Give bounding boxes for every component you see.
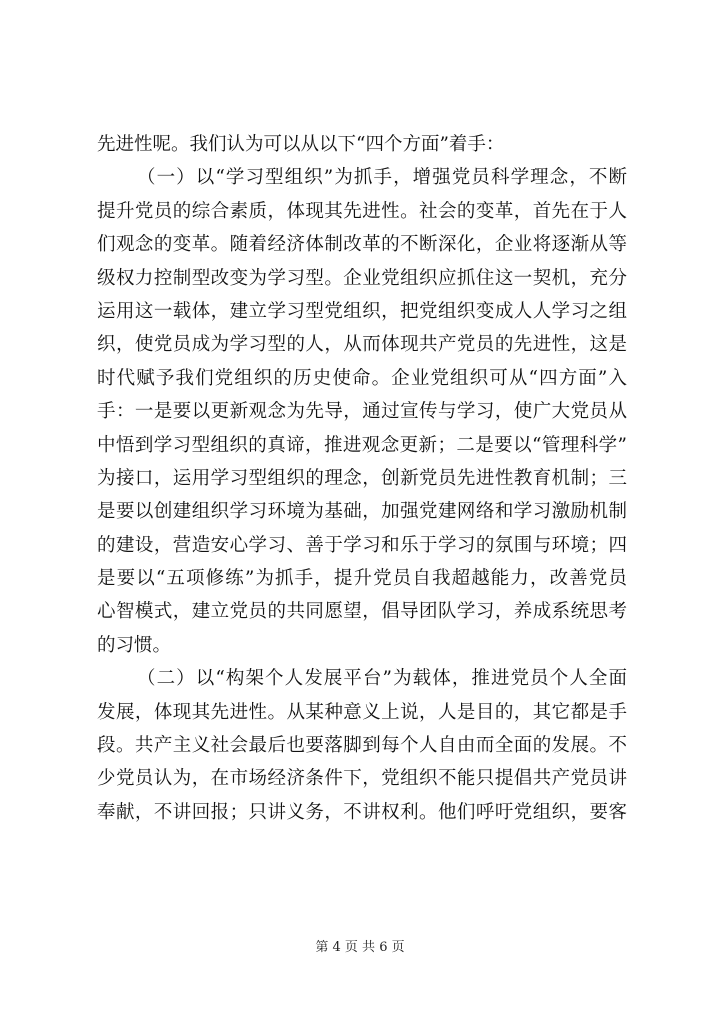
text-line: 奉献，不讲回报；只讲义务，不讲权利。他们呼吁党组织，要客 (97, 801, 627, 823)
text-line: 的习惯。 (97, 634, 172, 656)
text-line: 的建设，营造安心学习、善于学习和乐于学习的氛围与环境；四 (97, 534, 627, 556)
text-line: 时代赋予我们党组织的历史使命。企业党组织可从“四方面”入 (97, 367, 627, 389)
text-line: 发展，体现其先进性。从某种意义上说，人是目的，其它都是手 (97, 701, 627, 723)
text-line: 为接口，运用学习型组织的理念，创新党员先进性教育机制；三 (97, 467, 627, 489)
text-line: 织，使党员成为学习型的人，从而体现共产党员的先进性，这是 (97, 334, 627, 356)
text-line: 心智模式，建立党员的共同愿望，倡导团队学习，养成系统思考 (97, 601, 627, 623)
text-line: 段。共产主义社会最后也要落脚到每个人自由而全面的发展。不 (97, 735, 627, 757)
text-line: 提升党员的综合素质，体现其先进性。社会的变革，首先在于人 (97, 200, 627, 222)
text-line: 们观念的变革。随着经济体制改革的不断深化，企业将逐渐从等 (97, 234, 627, 256)
text-line: （一）以“学习型组织”为抓手，增强党员科学理念，不断 (137, 167, 627, 189)
body-text (97, 128, 627, 829)
text-line: 级权力控制型改变为学习型。企业党组织应抓住这一契机，充分 (97, 267, 627, 289)
text-line: 是要以创建组织学习环境为基础，加强党建网络和学习激励机制 (97, 501, 627, 523)
text-line: 少党员认为，在市场经济条件下，党组织不能只提倡共产党员讲 (97, 768, 627, 790)
text-line: 是要以“五项修练”为抓手，提升党员自我超越能力，改善党员 (97, 568, 627, 590)
text-line: （二）以“构架个人发展平台”为载体，推进党员个人全面 (137, 668, 627, 690)
text-line: 运用这一载体，建立学习型党组织，把党组织变成人人学习之组 (97, 300, 627, 322)
text-line: 中悟到学习型组织的真谛，推进观念更新；二是要以“管理科学” (97, 434, 627, 456)
text-line: 手：一是要以更新观念为先导，通过宣传与学习，使广大党员从 (97, 401, 627, 423)
page-number-footer: 第 4 页 共 6 页 (315, 940, 405, 955)
text-line: 先进性呢。我们认为可以从以下“四个方面”着手： (97, 134, 505, 155)
